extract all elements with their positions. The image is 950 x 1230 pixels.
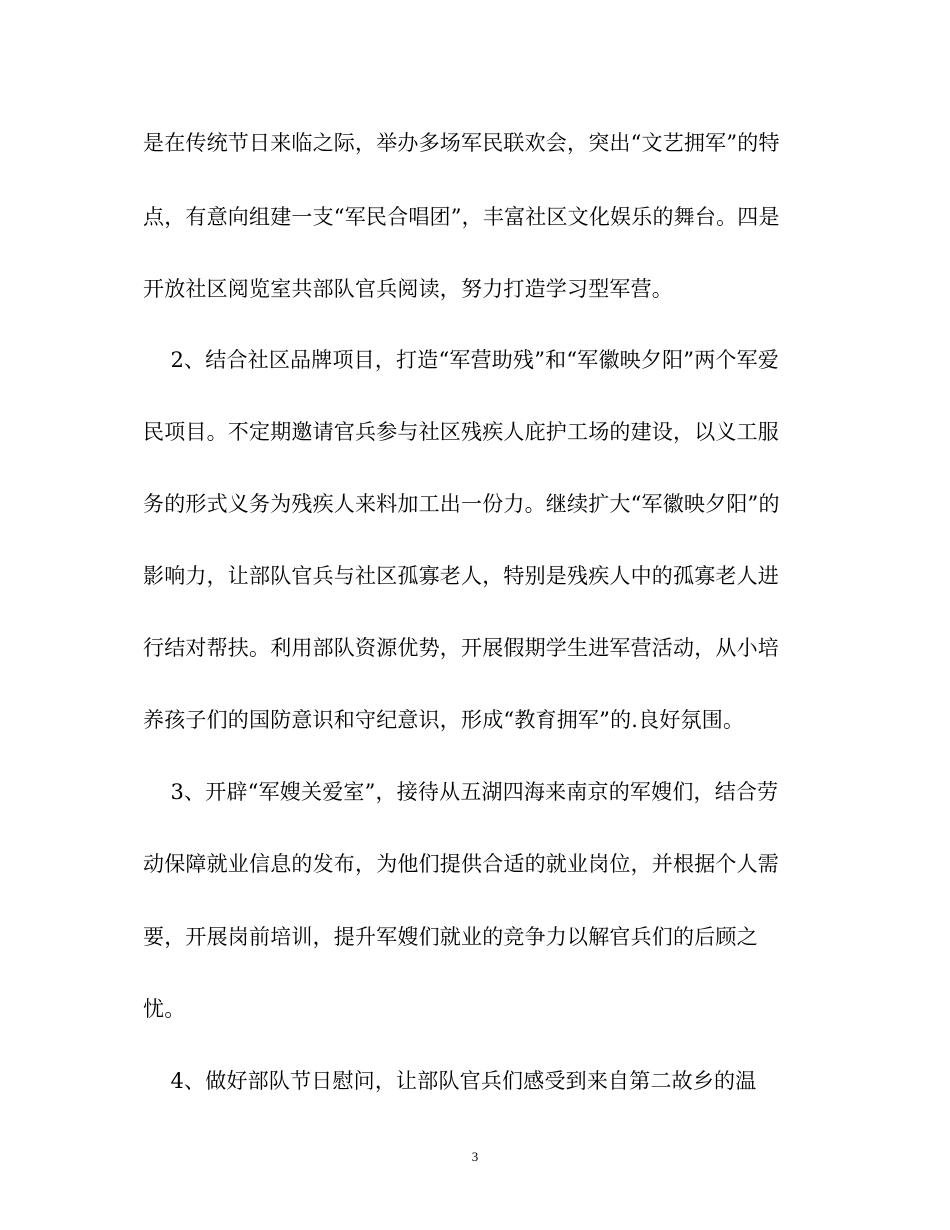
text-line: 4、做好部队节日慰问，让部队官兵们感受到来自第二故乡的温 (143, 1069, 757, 1093)
text-line: 影响力，让部队官兵与社区孤寡老人，特别是残疾人中的孤寡老人进 (143, 564, 779, 588)
text-line: 务的形式义务为残疾人来料加工出一份力。继续扩大“军徽映夕阳”的 (143, 492, 780, 516)
text-line: 养孩子们的国防意识和守纪意识，形成“教育拥军”的.良好氛围。 (143, 708, 745, 732)
text-line: 是在传统节日来临之际，举办多场军民联欢会，突出“文艺拥军”的特 (143, 131, 780, 155)
text-line: 2、结合社区品牌项目，打造“军营助残”和“军徽映夕阳”两个军爱 (143, 348, 780, 372)
text-line: 动保障就业信息的发布，为他们提供合适的就业岗位，并根据个人需 (143, 852, 779, 876)
text-line: 行结对帮扶。利用部队资源优势，开展假期学生进军营活动，从小培 (143, 636, 779, 660)
text-line: 点，有意向组建一支“军民合唱团”，丰富社区文化娱乐的舞台。四是 (143, 205, 780, 229)
text-line: 民项目。不定期邀请官兵参与社区残疾人庇护工场的建设，以义工服 (143, 420, 779, 444)
text-line: 忧。 (143, 997, 186, 1021)
page-number: 3 (471, 1149, 479, 1164)
text-line: 3、开辟“军嫂关爱室”，接待从五湖四海来南京的军嫂们，结合劳 (143, 780, 779, 804)
text-line: 要，开展岗前培训，提升军嫂们就业的竞争力以解官兵们的后顾之 (143, 925, 758, 949)
text-line: 开放社区阅览室共部队官兵阅读，努力打造学习型军营。 (143, 277, 673, 301)
